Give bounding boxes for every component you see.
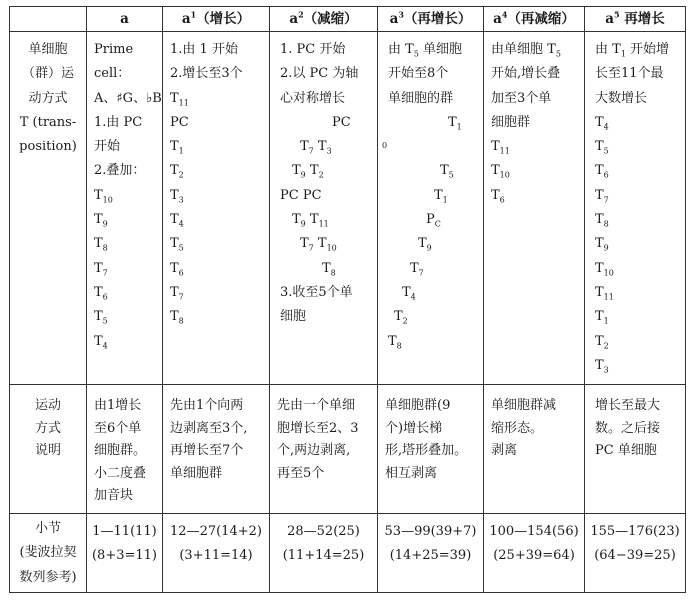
row1-a [87, 32, 163, 385]
text-line: PC 单细胞 [595, 443, 657, 458]
label-line: 动方式 [28, 90, 68, 106]
text-line: 相互剥离 [385, 465, 438, 481]
text-line: 2.以 PC 为轴 [280, 66, 359, 82]
label-line: 单细胞 [28, 42, 68, 57]
row3-a3 [378, 514, 484, 593]
transposition-symbol: $T_8$ [170, 309, 184, 326]
fibonacci-sum: (25+39=64) [493, 548, 575, 564]
transposition-symbol: $T_6$ [491, 187, 505, 205]
transposition-symbol: $T_{10}$ [491, 163, 510, 181]
text-line: 剥离 [491, 443, 518, 458]
row2-a3 [378, 385, 484, 514]
text-line: 大数增长 [595, 90, 648, 106]
transposition-symbol: $T_7$ [94, 260, 108, 278]
transposition-symbol: $T_5$ [440, 163, 454, 181]
text-line: 单细胞群(9 [385, 398, 451, 413]
transposition-symbol: $T_{11}$ [491, 139, 510, 156]
transposition-symbol: $T_6$ [170, 260, 184, 278]
fibonacci-sum: (3+11=14) [179, 548, 253, 564]
text-line: 开始至8个 [388, 66, 449, 82]
transposition-symbol: $T_{11}$ [595, 284, 614, 302]
fibonacci-sum: (14+25=39) [389, 548, 472, 564]
row2-a5 [585, 385, 686, 514]
row3-a1 [163, 514, 270, 593]
label-line: (斐波拉契 [19, 545, 77, 561]
transposition-symbol: $T_4$ [595, 114, 609, 132]
text-line: 单细胞群减 [491, 398, 557, 413]
row2-a1 [163, 385, 270, 514]
row1-a4 [484, 32, 585, 385]
text-line: 由1增长 [94, 398, 142, 413]
label-line: 小节 [34, 521, 61, 536]
text-line: 边剥离至3个, [170, 420, 248, 436]
transposition-symbol: $T_1$ [170, 139, 184, 156]
header-empty [10, 7, 87, 32]
text-line: 缩形态。 [491, 420, 544, 436]
transposition-symbol: 0 [382, 141, 388, 151]
measure-range: 53—99(39+7) [384, 524, 477, 539]
transposition-symbol: $T_9$ [595, 236, 609, 253]
text-line: 加至3个单 [491, 90, 552, 106]
label-line: 方式 [34, 420, 61, 436]
transposition-symbol: 由 $T_1$ 开始增 [595, 42, 670, 59]
transposition-symbol: $T_1$ [434, 187, 448, 205]
label-line: 数列参考) [19, 569, 77, 585]
transposition-symbol: $T_4$ [402, 284, 416, 302]
transposition-symbol: $T_5$ [170, 236, 184, 253]
transposition-symbol: $T_7$ [595, 187, 609, 205]
header-a2: $a^2$（减缩） [270, 7, 378, 32]
transposition-symbol: PC [170, 114, 189, 130]
row1-a3 [378, 32, 484, 385]
text-line: 1.由 PC [94, 114, 143, 130]
transposition-symbol: $T_8$ [388, 333, 402, 351]
row3-a5 [585, 514, 686, 593]
text-line: 再至5个 [277, 465, 325, 481]
transposition-symbol: $T_8$ [322, 260, 336, 278]
transposition-symbol: $T_7$ [410, 260, 424, 278]
transposition-symbol: $T_8$ [94, 236, 108, 253]
transposition-symbol: $T_9$ $T_2$ [292, 163, 324, 181]
row1-a5 [585, 32, 686, 385]
measure-range: 28—52(25) [287, 524, 360, 539]
text-line: 开始,增长叠 [491, 66, 561, 82]
transposition-symbol: $T_4$ [170, 212, 184, 229]
transposition-table [9, 6, 686, 593]
transposition-symbol: PC [332, 114, 351, 130]
transposition-symbol: $P_C$ [426, 212, 441, 229]
header-a1: $a^1$（增长） [163, 7, 270, 32]
text-line: 至6个单 [94, 420, 142, 436]
transposition-symbol: $T_2$ [170, 163, 184, 181]
measure-range: 12—27(14+2) [170, 524, 262, 539]
row-bars [10, 514, 686, 593]
label-line: 说明 [34, 443, 61, 458]
label-line: position) [19, 139, 77, 155]
transposition-symbol: $T_2$ [595, 333, 609, 351]
text-line: 个)增长梯 [385, 420, 443, 436]
label-line: 运动 [34, 398, 61, 413]
text-line: 2.叠加： [94, 163, 146, 179]
row3-a2 [270, 514, 378, 593]
row3-label [10, 514, 87, 593]
transposition-symbol: $T_3$ [595, 357, 609, 375]
text-line: 单细胞的群 [388, 90, 454, 106]
measure-range: 100—154(56) [489, 524, 579, 539]
row1-a2 [270, 32, 378, 385]
transposition-symbol: $T_5$ [94, 309, 108, 326]
text-line: PC PC [280, 187, 322, 203]
text-line: Prime [94, 42, 134, 57]
label-line: T (trans- [19, 114, 77, 130]
fibonacci-sum: (11+14=25) [282, 548, 365, 564]
text-line: 单细胞群 [170, 465, 223, 481]
transposition-symbol: $T_7$ [170, 284, 184, 302]
transposition-symbol: $T_9$ $T_{11}$ [292, 212, 329, 229]
row2-label [10, 385, 87, 514]
text-line: 先由一个单细 [277, 398, 356, 413]
text-line: 加音块 [94, 488, 134, 503]
header-a3: $a^3$（再增长） [378, 7, 484, 32]
text-line: 增长至最大 [595, 398, 661, 413]
text-line: 胞增长至2、3 [277, 420, 359, 436]
transposition-symbol: $T_1$ [595, 309, 609, 326]
transposition-symbol: $T_7$ $T_{10}$ [300, 236, 337, 253]
fibonacci-sum: (64−39=25) [594, 548, 676, 564]
transposition-symbol: $T_6$ [94, 284, 108, 302]
row2-a4 [484, 385, 585, 514]
row2-a [87, 385, 163, 514]
transposition-symbol: $T_3$ [170, 187, 184, 205]
text-line: 再增长至7个 [170, 443, 244, 458]
transposition-symbol: 由 $T_5$ 单细胞 [388, 42, 463, 59]
transposition-symbol: $T_{10}$ [94, 187, 113, 205]
row1-label [10, 32, 87, 385]
measure-range: 155—176(23) [590, 524, 680, 539]
transposition-symbol: $T_9$ [418, 236, 432, 253]
text-line: 细胞 [280, 309, 307, 325]
transposition-symbol: $T_4$ [94, 333, 108, 351]
row1-a1 [163, 32, 270, 385]
text-line: A、♯G、♭B [94, 90, 162, 106]
transposition-symbol: $T_9$ [94, 212, 108, 229]
transposition-symbol: $T_2$ [394, 309, 408, 326]
header-a: a [87, 7, 163, 32]
transposition-symbol: $T_6$ [595, 163, 609, 181]
transposition-symbol: $T_1$ [448, 114, 462, 132]
row-movement [10, 32, 686, 385]
label-line: （群）运 [21, 66, 74, 82]
text-line: 1. PC 开始 [280, 42, 346, 57]
text-line: 开始 [94, 139, 121, 155]
text-line: 先由1个向两 [170, 398, 244, 413]
text-line: 细胞群。 [94, 443, 147, 458]
row3-a4 [484, 514, 585, 593]
text-line: 3.收至5个单 [280, 284, 353, 300]
text-line: 心对称增长 [280, 90, 346, 106]
text-line: 形,塔形叠加。 [385, 443, 468, 458]
measure-range: 1—11(11) [92, 524, 157, 539]
text-line: 细胞群 [491, 114, 531, 130]
text-line: 1.由 1 开始 [170, 42, 238, 57]
transposition-symbol: $T_{11}$ [170, 90, 189, 108]
text-line: cell： [94, 66, 131, 82]
text-line: 小二度叠 [94, 465, 147, 481]
transposition-symbol: $T_{10}$ [595, 260, 614, 278]
header-row [10, 7, 686, 32]
transposition-symbol: $T_5$ [595, 139, 609, 156]
header-a5: $a^5$ 再增长 [585, 7, 686, 32]
text-line: 数。之后接 [595, 420, 661, 436]
text-line: 个,两边剥离, [277, 443, 351, 458]
transposition-symbol: $T_8$ [595, 212, 609, 229]
row3-a [87, 514, 163, 593]
transposition-symbol: $T_7$ $T_3$ [300, 139, 332, 156]
row2-a2 [270, 385, 378, 514]
row-explanation [10, 385, 686, 514]
fibonacci-sum: (8+3=11) [91, 548, 157, 564]
header-a4: $a^4$（再减缩） [484, 7, 585, 32]
transposition-symbol: 由单细胞 $T_5$ [491, 42, 561, 59]
text-line: 长至11个最 [595, 66, 664, 82]
text-line: 2.增长至3个 [170, 66, 243, 82]
